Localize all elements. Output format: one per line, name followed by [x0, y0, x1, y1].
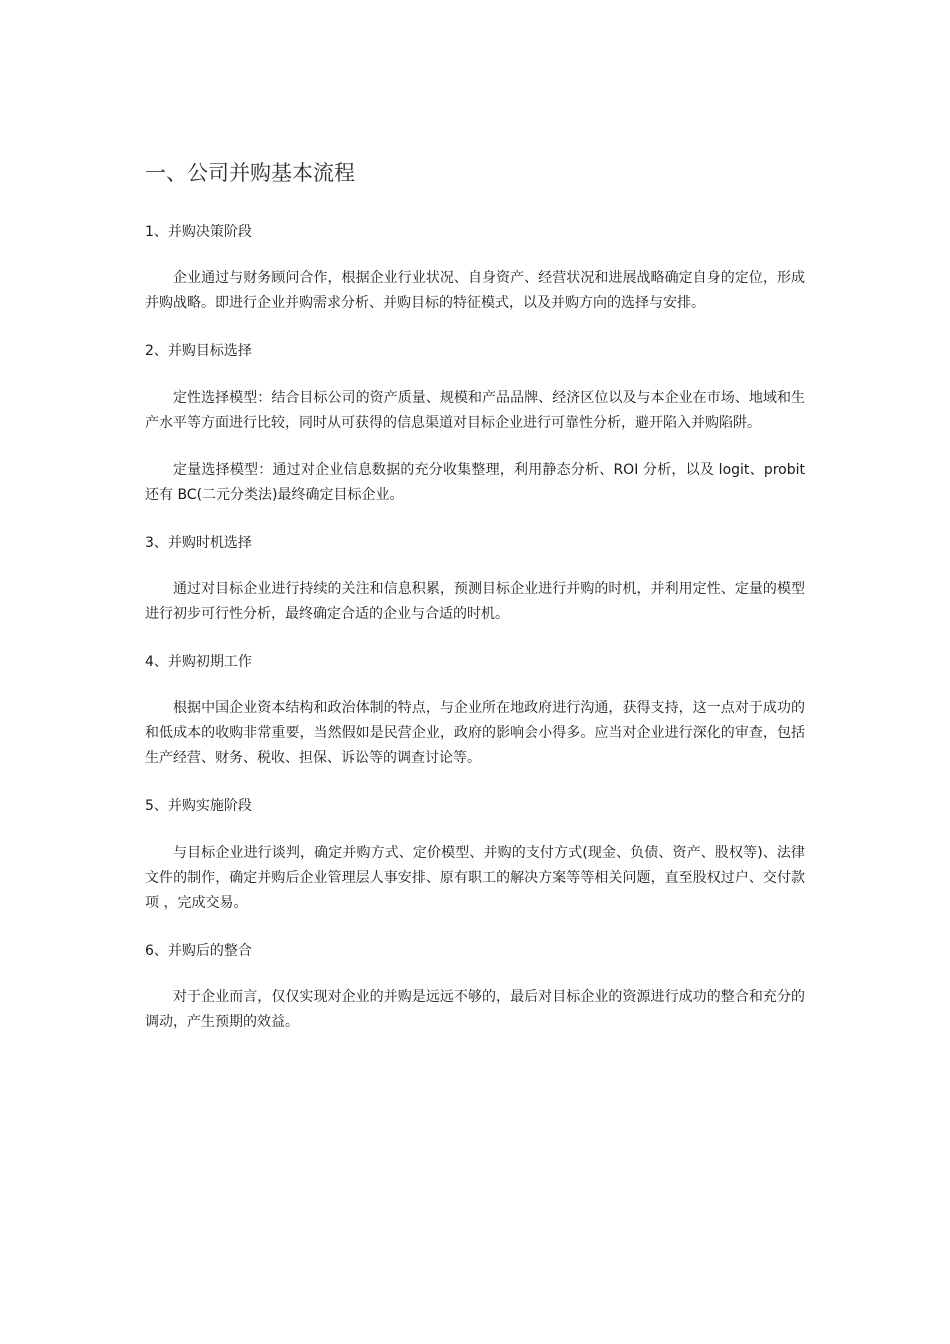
section-heading-4: 4、并购初期工作	[145, 654, 252, 670]
section-2-paragraph-2: 定量选择模型：通过对企业信息数据的充分收集整理，利用静态分析、ROI 分析，以及 logit、probit 还有 BC(二元分类法)最终确定目标企业。	[145, 462, 805, 503]
section-1-paragraph-1: 企业通过与财务顾问合作，根据企业行业状况、自身资产、经营状况和进展战略确定自身的定位，形成并购战略。即进行企业并购需求分析、并购目标的特征模式，以及并购方向的选择与安排。	[145, 270, 805, 311]
section-5-paragraph-1: 与目标企业进行谈判，确定并购方式、定价模型、并购的支付方式(现金、负债、资产、股权等)、法律文件的制作，确定并购后企业管理层人事安排、原有职工的解决方案等等相关问题，直至股权过户、交付款项 ，完成交易。	[145, 845, 805, 911]
section-heading-5: 5、并购实施阶段	[145, 798, 252, 814]
section-heading-6: 6、并购后的整合	[145, 943, 252, 959]
section-heading-1: 1、并购决策阶段	[145, 224, 252, 240]
section-4-paragraph-1: 根据中国企业资本结构和政治体制的特点，与企业所在地政府进行沟通，获得支持，这一点对于成功的和低成本的收购非常重要，当然假如是民营企业，政府的影响会小得多。应当对企业进行深化的审查，包括生产经营、财务、税收、担保、诉讼等的调查讨论等。	[145, 700, 805, 766]
document-title: 一、公司并购基本流程	[145, 161, 355, 185]
section-3-paragraph-1: 通过对目标企业进行持续的关注和信息积累，预测目标企业进行并购的时机，并利用定性、定量的模型进行初步可行性分析，最终确定合适的企业与合适的时机。	[145, 581, 805, 622]
section-heading-3: 3、并购时机选择	[145, 535, 252, 551]
section-6-paragraph-1: 对于企业而言，仅仅实现对企业的并购是远远不够的，最后对目标企业的资源进行成功的整合和充分的调动，产生预期的效益。	[145, 989, 805, 1030]
section-2-paragraph-1: 定性选择模型：结合目标公司的资产质量、规模和产品品牌、经济区位以及与本企业在市场、地域和生产水平等方面进行比较，同时从可获得的信息渠道对目标企业进行可靠性分析，避开陷入并购陷阱。	[145, 390, 805, 431]
section-heading-2: 2、并购目标选择	[145, 343, 252, 359]
